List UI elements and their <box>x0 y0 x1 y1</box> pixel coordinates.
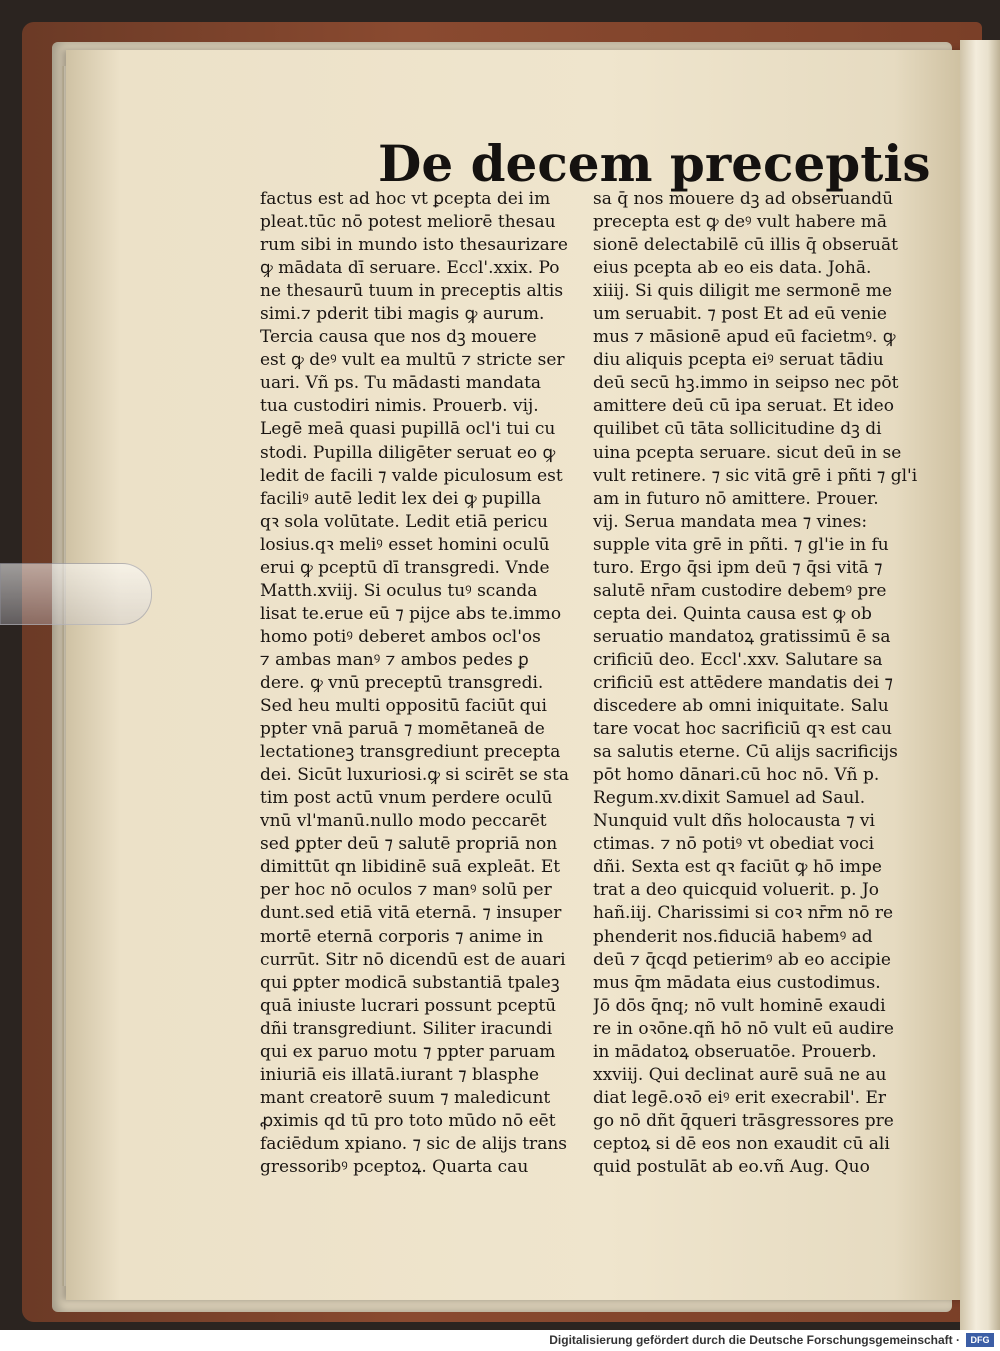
text-line: sed ꝑpter deū ⁊ salutē propriā non <box>260 834 558 855</box>
text-line: precepta est ꝙ deꝰ vult habere mā <box>593 212 888 233</box>
text-line: Regum.xv.dixit Samuel ad Saul. <box>593 788 866 809</box>
text-line: Matth.xviij. Si oculus tuꝰ scanda <box>260 580 538 601</box>
text-line: Nunquid vult dñs holocausta ⁊ vi <box>593 811 875 832</box>
footer-bar <box>0 1330 1000 1351</box>
text-line: qꝛ sola volūtate. Ledit etiā pericu <box>260 511 548 532</box>
right-text-column <box>593 188 928 1179</box>
text-line: faciliꝰ autē ledit lex dei ꝙ pupilla <box>260 488 542 509</box>
text-line: ꝙ mādata dī seruare. Eccl'.xxix. Po <box>260 258 560 279</box>
text-line: turo. Ergo q̄si ipm deū ⁊ q̄si vitā ⁊ <box>593 557 883 578</box>
text-line: uari. Vñ ps. Tu mādasti mandata <box>260 373 542 394</box>
text-line: factus est ad hoc vt ꝑcepta dei im <box>260 189 551 209</box>
text-line: dere. ꝙ vnū preceptū transgredi. <box>260 672 544 693</box>
text-line: dñi. Sexta est qꝛ faciūt ꝙ hō impe <box>593 857 882 878</box>
text-line: mant creatorē suum ⁊ maledicunt <box>260 1087 551 1108</box>
text-line: sa salutis eterne. Cū alijs sacrificijs <box>593 742 898 763</box>
text-line: go nō dñt q̄queri trāsgressores pre <box>593 1110 894 1131</box>
text-line: phenderit nos.fiduciā habemꝰ ad <box>593 926 873 947</box>
text-line: qui ꝑpter modicā substantiā tpaleꝫ <box>260 972 560 993</box>
text-line: faciēdum xpiano. ⁊ sic de alijs trans <box>260 1133 567 1154</box>
text-line: ceptoꝝ si dē eos non exaudit cū ali <box>593 1133 890 1154</box>
text-line: sa q̄ nos mouere dꝫ ad obseruandū <box>593 189 894 209</box>
text-line: vij. Serua mandata mea ⁊ vines: <box>593 511 868 532</box>
text-line: ppter vnā paruā ⁊ momētaneā de <box>260 719 545 740</box>
text-line: discedere ab omni iniquitate. Salu <box>593 696 889 717</box>
text-line: homo potiꝰ deberet ambos ocl'os <box>260 626 541 647</box>
text-line: quid postulāt ab eo.vñ Aug. Quo <box>593 1156 870 1177</box>
text-line: amittere deū cū ipa seruat. Et ideo <box>593 396 894 417</box>
fore-edge <box>960 40 1000 1330</box>
text-line: re in oꝛōne.qñ hō nō vult eū audire <box>593 1018 894 1039</box>
text-line: iniuriā eis illatā.iurant ⁊ blasphe <box>260 1064 540 1085</box>
text-line: rum sibi in mundo isto thesaurizare <box>260 235 568 256</box>
text-line: pleat.tūc nō potest meliorē thesau <box>260 212 556 233</box>
text-line: crificiū est attēdere mandatis dei ⁊ <box>593 672 893 693</box>
text-line: ꝓximis qd tū pro toto mūdo nō eēt <box>260 1110 556 1131</box>
text-line: Legē meā quasi pupillā ocl'i tui cu <box>260 419 556 440</box>
text-line: vnū vl'manū.nullo modo peccarēt <box>260 811 547 832</box>
text-line: ⁊ ambas manꝰ ⁊ ambos pedes ꝑ <box>260 649 529 670</box>
text-line: quilibet cū tāta sollicitudine dꝫ di <box>593 419 882 440</box>
text-line: Tercia causa que nos dꝫ mouere <box>260 327 537 348</box>
text-line: seruatio mandatoꝝ gratissimū ē sa <box>593 626 891 647</box>
text-line: xxviij. Qui declinat aurē suā ne au <box>593 1064 887 1085</box>
text-line: dimittūt qn libidinē suā expleāt. Et <box>260 857 561 878</box>
text-line: ctimas. ⁊ nō potiꝰ vt obediat voci <box>593 834 875 855</box>
text-line: ne thesaurū tuum in preceptis altis <box>260 281 564 302</box>
text-line: currūt. Sitr nō dicendū est de auari <box>260 949 566 970</box>
text-line: dñi transgrediunt. Siliter iracundi <box>260 1018 553 1039</box>
text-line: tim post actū vnum perdere oculū <box>260 788 553 809</box>
text-line: lectationeꝫ transgrediunt precepta <box>260 742 561 763</box>
text-line: pōt homo dānari.cū hoc nō. Vñ p. <box>593 765 880 786</box>
text-line: uina pcepta seruare. sicut deū in se <box>593 442 902 463</box>
text-line: crificiū deo. Eccl'.xxv. Salutare sa <box>593 649 883 670</box>
text-line: erui ꝙ pceptū dī transgredi. Vnde <box>260 557 550 578</box>
text-line: tare vocat hoc sacrificiū qꝛ est cau <box>593 719 892 740</box>
text-line: diat legē.oꝛō eiꝰ erit execrabil'. Er <box>593 1087 886 1108</box>
text-line: tua custodiri nimis. Prouerb. vij. <box>260 396 539 417</box>
page-clip <box>0 563 152 625</box>
text-line: mus ⁊ māsionē apud eū facietmꝰ. ꝙ <box>593 327 896 348</box>
text-line: Sed heu multi oppositū faciūt qui <box>260 696 547 717</box>
text-line: stodi. Pupilla diligēter seruat eo ꝙ <box>260 442 556 463</box>
dfg-logo: DFG <box>966 1333 994 1347</box>
text-line: sionē delectabilē cū illis q̄ obseruāt <box>593 235 898 256</box>
text-line: mus q̄m mādata eius custodimus. <box>593 972 881 993</box>
text-line: um seruabit. ⁊ post Et ad eū venie <box>593 304 887 325</box>
funding-credit: Digitalisierung gefördert durch die Deutsche Forschungsgemeinschaft · <box>549 1333 960 1347</box>
text-line: simi.⁊ pderit tibi magis ꝙ aurum. <box>260 304 545 325</box>
text-line: Jō dōs q̄nq; nō vult hominē exaudi <box>593 995 886 1016</box>
text-line: hañ.iij. Charissimi si coꝛ nr̄m nō re <box>593 903 894 924</box>
text-line: est ꝙ deꝰ vult ea multū ⁊ stricte ser <box>260 350 565 371</box>
text-line: trat a deo quicquid voluerit. p. Jo <box>593 880 880 901</box>
text-line: deū secū hꝫ.immo in seipso nec pōt <box>593 373 899 394</box>
text-line: gressoribꝰ pceptoꝝ. Quarta cau <box>260 1156 529 1177</box>
text-line: xiiij. Si quis diligit me sermonē me <box>593 281 893 302</box>
text-line: eius pcepta ab eo eis data. Johā. <box>593 258 872 279</box>
text-line: deū ⁊ q̄cqd petierimꝰ ab eo accipie <box>593 949 891 970</box>
text-line: mortē eternā corporis ⁊ anime in <box>260 926 544 947</box>
text-line: am in futuro nō amittere. Prouer. <box>593 488 879 509</box>
text-line: cepta dei. Quinta causa est ꝙ ob <box>593 603 872 624</box>
text-line: ledit de facili ⁊ valde piculosum est <box>260 465 563 486</box>
left-text-column <box>260 188 590 1179</box>
text-line: supple vita grē in pñti. ⁊ gl'ie in fu <box>593 534 889 555</box>
text-line: vult retinere. ⁊ sic vitā grē i pñti ⁊ gl'i <box>593 465 918 486</box>
text-line: dei. Sicūt luxuriosi.ꝙ si scirēt se sta <box>260 765 569 786</box>
text-line: qui ex paruo motu ⁊ ppter paruam <box>260 1041 556 1062</box>
text-line: lisat te.erue eū ⁊ pijce abs te.immo <box>260 603 562 624</box>
text-line: losius.qꝛ meliꝰ esset homini oculū <box>260 534 550 555</box>
text-line: dunt.sed etiā vitā eternā. ⁊ insuper <box>260 903 562 924</box>
text-line: salutē nr̄am custodire debemꝰ pre <box>593 580 887 601</box>
text-line: in mādatoꝝ obseruatōe. Prouerb. <box>593 1041 877 1062</box>
text-line: diu aliquis pcepta eiꝰ seruat tādiu <box>593 350 884 371</box>
page-heading: De decem preceptis <box>378 134 931 193</box>
text-line: quā iniuste lucrari possunt pceptū <box>260 995 557 1016</box>
text-line: per hoc nō oculos ⁊ manꝰ solū per <box>260 880 552 901</box>
